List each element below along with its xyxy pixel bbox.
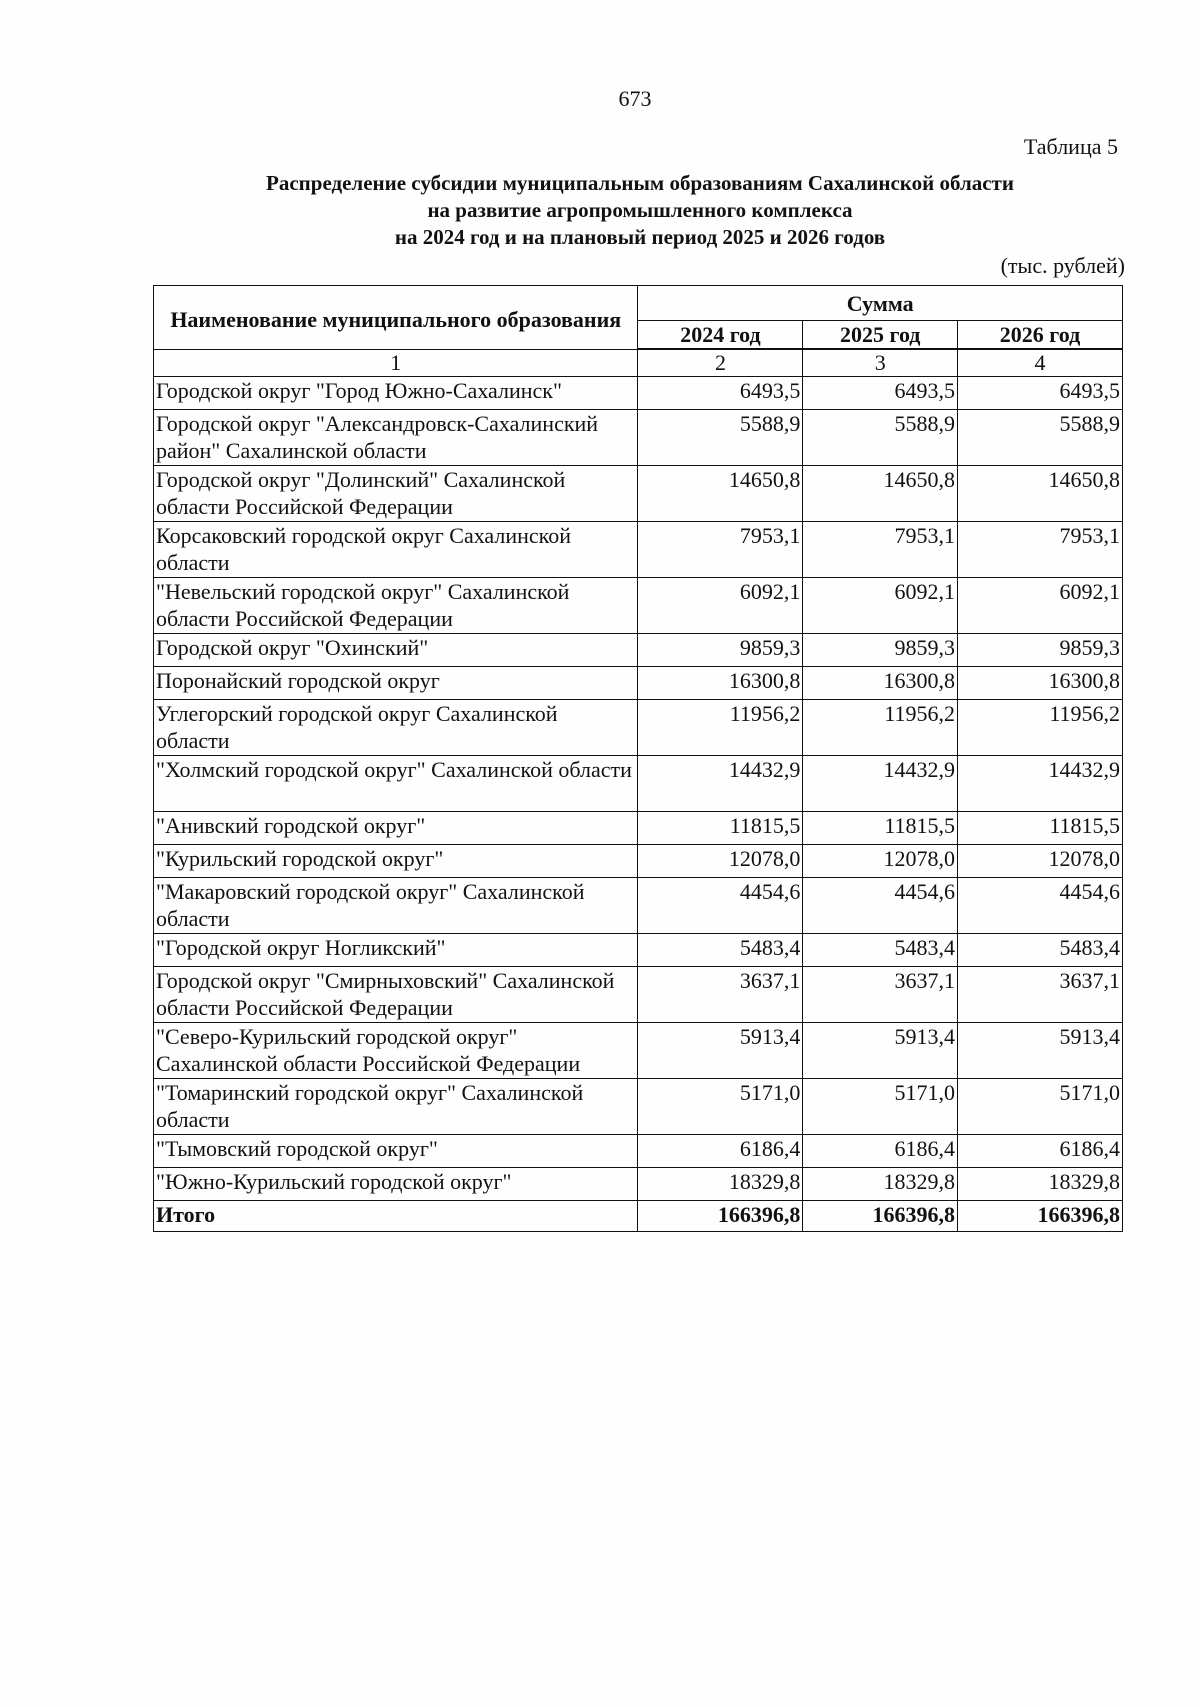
- total-row: [154, 1201, 1123, 1232]
- municipality-name: "Городской округ Ногликский": [154, 934, 638, 967]
- table-row: [154, 410, 1123, 466]
- value-2024: 5483,4: [638, 934, 803, 967]
- page-number: 673: [618, 86, 652, 111]
- value-2024: 11815,5: [638, 812, 803, 845]
- value-2025: 9859,3: [803, 634, 958, 667]
- value-2025: 14432,9: [803, 756, 958, 812]
- municipality-name: "Макаровский городской округ" Сахалинской области: [154, 878, 638, 934]
- table-row: [154, 845, 1123, 878]
- table-row: [154, 466, 1123, 522]
- value-2025: 4454,6: [803, 878, 958, 934]
- value-2024: 12078,0: [638, 845, 803, 878]
- municipality-name: "Тымовский городской округ": [154, 1135, 638, 1168]
- table-row: [154, 377, 1123, 410]
- table-row: [154, 1079, 1123, 1135]
- table-row: [154, 667, 1123, 700]
- column-numbers-row: [154, 349, 1123, 377]
- value-2025: 6092,1: [803, 578, 958, 634]
- municipality-name: Городской округ "Город Южно-Сахалинск": [154, 377, 638, 410]
- title-line: на 2024 год и на плановый период 2025 и 2026 годов: [394, 225, 886, 249]
- table-row: [154, 634, 1123, 667]
- table-label: Таблица 5: [1023, 134, 1118, 159]
- value-2026: 5171,0: [958, 1079, 1123, 1135]
- total-value-2025: 166396,8: [803, 1201, 958, 1232]
- value-2025: 7953,1: [803, 522, 958, 578]
- column-number: 3: [803, 349, 958, 377]
- header-name: Наименование муниципального образования: [154, 286, 638, 350]
- value-2024: 6092,1: [638, 578, 803, 634]
- table-row: [154, 967, 1123, 1023]
- municipality-name: "Курильский городской округ": [154, 845, 638, 878]
- municipality-name: Городской округ "Александровск-Сахалинский район" Сахалинской области: [154, 410, 638, 466]
- table-row: [154, 578, 1123, 634]
- value-2025: 16300,8: [803, 667, 958, 700]
- value-2026: 11815,5: [958, 812, 1123, 845]
- column-number: 1: [154, 349, 638, 377]
- municipality-name: "Невельский городской округ" Сахалинской области Российской Федерации: [154, 578, 638, 634]
- value-2025: 5913,4: [803, 1023, 958, 1079]
- value-2026: 16300,8: [958, 667, 1123, 700]
- value-2024: 11956,2: [638, 700, 803, 756]
- value-2026: 6186,4: [958, 1135, 1123, 1168]
- table-row: [154, 934, 1123, 967]
- value-2026: 12078,0: [958, 845, 1123, 878]
- value-2024: 4454,6: [638, 878, 803, 934]
- value-2024: 16300,8: [638, 667, 803, 700]
- value-2025: 11956,2: [803, 700, 958, 756]
- value-2025: 3637,1: [803, 967, 958, 1023]
- table-row: [154, 1023, 1123, 1079]
- municipality-name: Углегорский городской округ Сахалинской области: [154, 700, 638, 756]
- total-value-2024: 166396,8: [638, 1201, 803, 1232]
- value-2025: 12078,0: [803, 845, 958, 878]
- document-title: [150, 170, 1130, 251]
- municipality-name: "Анивский городской округ": [154, 812, 638, 845]
- value-2026: 14432,9: [958, 756, 1123, 812]
- value-2024: 14650,8: [638, 466, 803, 522]
- column-number: 4: [958, 349, 1123, 377]
- table-row: [154, 1168, 1123, 1201]
- value-2026: 5483,4: [958, 934, 1123, 967]
- value-2024: 6493,5: [638, 377, 803, 410]
- value-2026: 6493,5: [958, 377, 1123, 410]
- title-line: на развитие агропромышленного комплекса: [427, 198, 853, 222]
- header-year-2024: 2024 год: [638, 321, 803, 350]
- value-2026: 3637,1: [958, 967, 1123, 1023]
- value-2025: 5171,0: [803, 1079, 958, 1135]
- value-2024: 5913,4: [638, 1023, 803, 1079]
- table-row: [154, 756, 1123, 812]
- header-year-2026: 2026 год: [958, 321, 1123, 350]
- municipality-name: "Южно-Курильский городской округ": [154, 1168, 638, 1201]
- value-2026: 6092,1: [958, 578, 1123, 634]
- total-value-2026: 166396,8: [958, 1201, 1123, 1232]
- value-2025: 18329,8: [803, 1168, 958, 1201]
- value-2026: 7953,1: [958, 522, 1123, 578]
- municipality-name: Городской округ "Смирныховский" Сахалинской области Российской Федерации: [154, 967, 638, 1023]
- table-row: [154, 1135, 1123, 1168]
- value-2026: 11956,2: [958, 700, 1123, 756]
- value-2026: 5588,9: [958, 410, 1123, 466]
- title-line: Распределение субсидии муниципальным образованиям Сахалинской области: [266, 171, 1014, 195]
- total-municipality-name: Итого: [154, 1201, 638, 1232]
- value-2025: 6186,4: [803, 1135, 958, 1168]
- municipality-name: Поронайский городской округ: [154, 667, 638, 700]
- value-2025: 11815,5: [803, 812, 958, 845]
- table-row: [154, 700, 1123, 756]
- municipality-name: Городской округ "Охинский": [154, 634, 638, 667]
- value-2024: 6186,4: [638, 1135, 803, 1168]
- municipality-name: Корсаковский городской округ Сахалинской области: [154, 522, 638, 578]
- value-2024: 7953,1: [638, 522, 803, 578]
- value-2024: 9859,3: [638, 634, 803, 667]
- value-2026: 5913,4: [958, 1023, 1123, 1079]
- municipality-name: "Холмский городской округ" Сахалинской области: [154, 756, 638, 812]
- table-row: [154, 522, 1123, 578]
- value-2024: 3637,1: [638, 967, 803, 1023]
- municipality-name: Городской округ "Долинский" Сахалинской области Российской Федерации: [154, 466, 638, 522]
- value-2026: 4454,6: [958, 878, 1123, 934]
- value-2024: 5171,0: [638, 1079, 803, 1135]
- value-2025: 5483,4: [803, 934, 958, 967]
- value-2025: 5588,9: [803, 410, 958, 466]
- value-2026: 14650,8: [958, 466, 1123, 522]
- municipality-name: "Северо-Курильский городской округ" Сахалинской области Российской Федерации: [154, 1023, 638, 1079]
- subsidy-table: [153, 285, 1123, 1232]
- table-row: [154, 878, 1123, 934]
- value-2025: 6493,5: [803, 377, 958, 410]
- value-2025: 14650,8: [803, 466, 958, 522]
- value-2026: 18329,8: [958, 1168, 1123, 1201]
- units-note: (тыс. рублей): [1000, 253, 1125, 278]
- table-row: [154, 812, 1123, 845]
- header-sum: Сумма: [638, 286, 1123, 321]
- value-2024: 14432,9: [638, 756, 803, 812]
- column-number: 2: [638, 349, 803, 377]
- value-2026: 9859,3: [958, 634, 1123, 667]
- value-2024: 18329,8: [638, 1168, 803, 1201]
- municipality-name: "Томаринский городской округ" Сахалинской области: [154, 1079, 638, 1135]
- header-year-2025: 2025 год: [803, 321, 958, 350]
- value-2024: 5588,9: [638, 410, 803, 466]
